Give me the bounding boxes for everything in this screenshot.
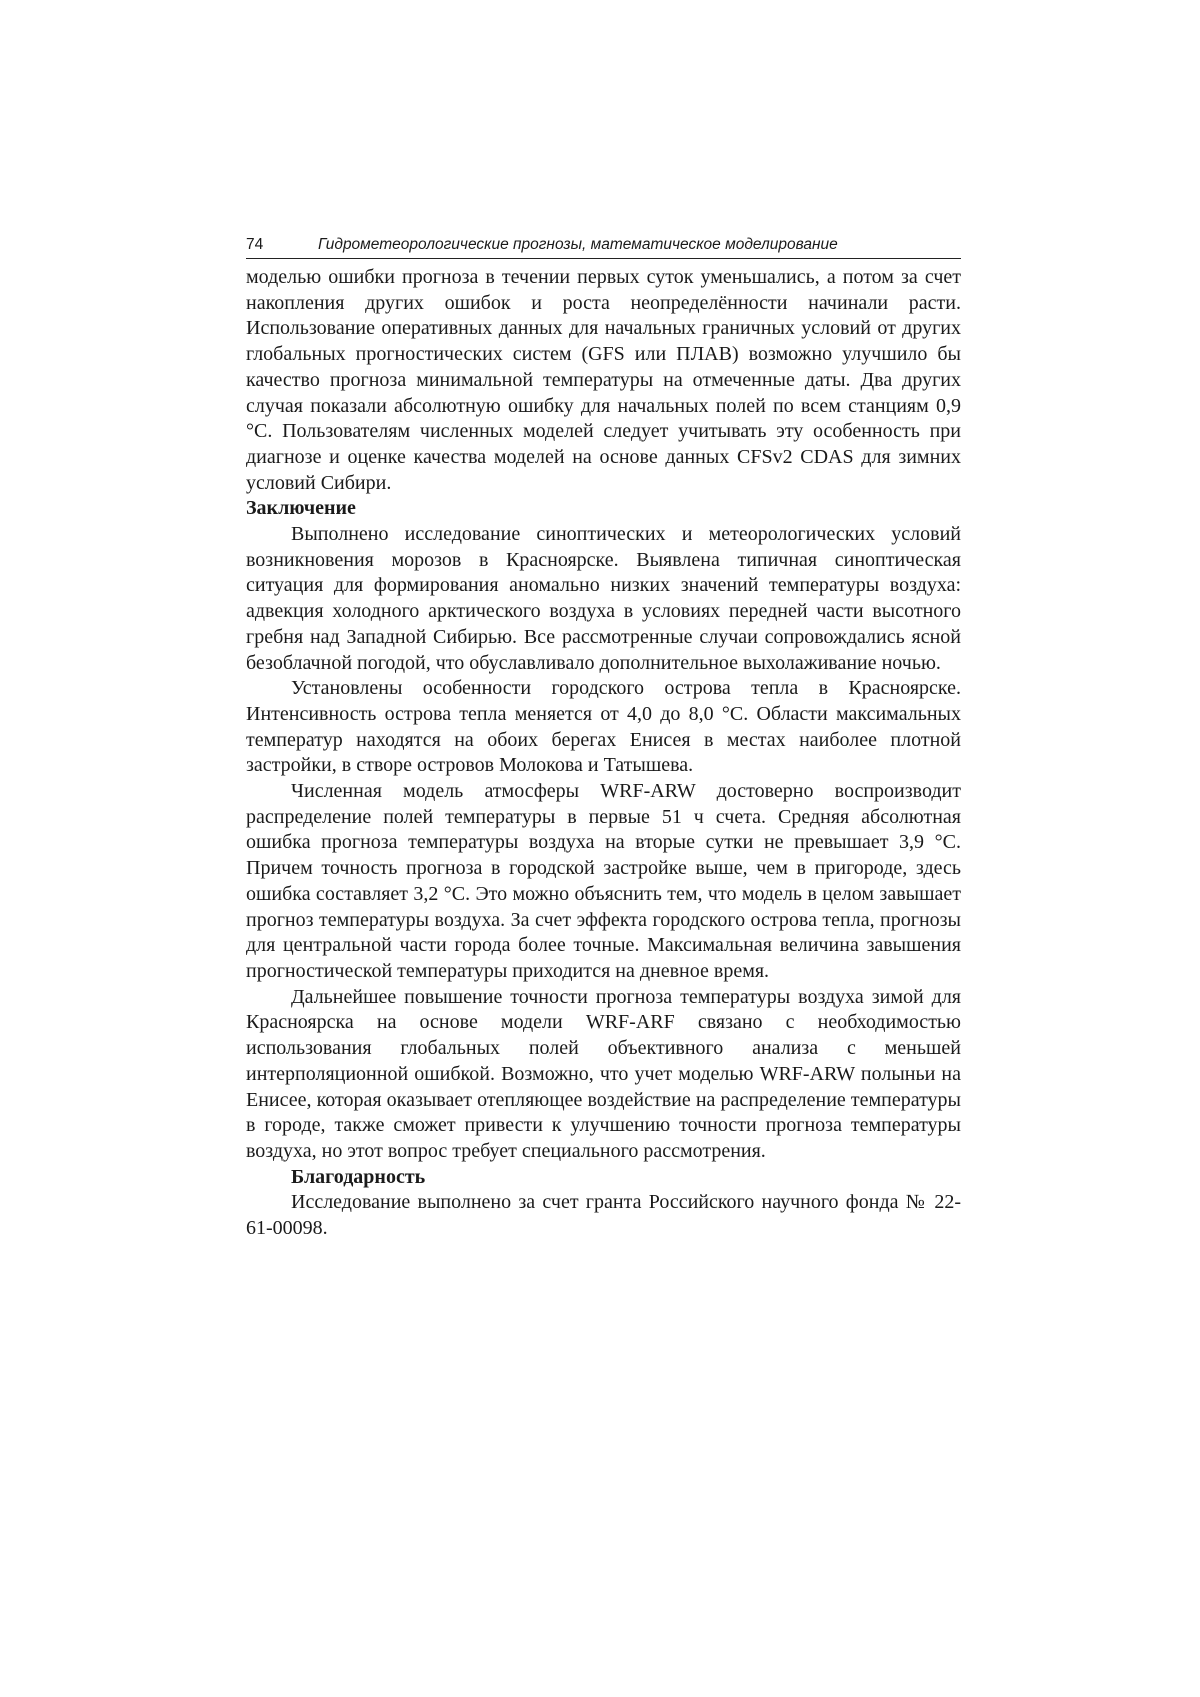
conclusion-paragraph-1: Выполнено исследование синоптических и метеорологических условий возникновения морозов в Красноярске. Выявлена типичная синоптическая ситуация для формирования аномально низких значений температуры воздуха: адвекция холодного арктического воздуха в условиях передней части высотного гребня над Западной Сибирью. Все рассмотренные случаи сопровождались ясной безоблачной погодой, что обуславливало дополнительное выхолаживание ночью.	[246, 523, 961, 674]
acknowledgement-heading: Благодарность	[291, 1165, 426, 1188]
acknowledgement-text: Исследование выполнено за счет гранта Российского научного фонда № 22-61-00098.	[246, 1191, 961, 1240]
conclusion-paragraph-3: Численная модель атмосферы WRF-ARW достоверно воспроизводит распределение полей температуры в первые 51 ч счета. Средняя абсолютная ошибка прогноза температуры воздуха на вторые сутки не превышает 3,9 °С. Причем точность прогноза в городской застройке выше, чем в пригороде, здесь ошибка составляет 3,2 °С. Это можно объяснить тем, что модель в целом завышает прогноз температуры воздуха. За счет эффекта городского острова тепла, прогнозы для центральной части города более точные. Максимальная величина завышения прогностической температуры приходится на дневное время.	[246, 780, 961, 982]
section-heading-conclusion: Заключение	[246, 497, 356, 520]
running-header	[246, 232, 961, 259]
document-page	[246, 232, 961, 1242]
page-number: 74	[246, 236, 264, 253]
continuation-paragraph: моделью ошибки прогноза в течении первых суток уменьшались, а потом за счет накопления других ошибок и роста неопределённости начинали расти. Использование оперативных данных для начальных граничных условий от других глобальных прогностических систем (GFS или ПЛАВ) возможно улучшило бы качество прогноза минимальной температуры на отмеченные даты. Два других случая показали абсолютную ошибку для начальных полей по всем станциям 0,9 °С. Пользователям численных моделей следует учитывать эту особенность при диагнозе и оценке качества моделей на основе данных CFSv2 CDAS для зимних условий Сибири.	[246, 266, 961, 494]
conclusion-paragraph-2: Установлены особенности городского острова тепла в Красноярске. Интенсивность острова тепла меняется от 4,0 до 8,0 °С. Области максимальных температур находятся на обоих берегах Енисея в местах наиболее плотной застройки, в створе островов Молокова и Татышева.	[246, 677, 961, 777]
running-title: Гидрометеорологические прогнозы, математическое моделирование	[318, 236, 838, 253]
conclusion-paragraph-4: Дальнейшее повышение точности прогноза температуры воздуха зимой для Красноярска на основе модели WRF-ARF связано с необходимостью использования глобальных полей объективного анализа с меньшей интерполяционной ошибкой. Возможно, что учет моделью WRF-ARW полыньи на Енисее, которая оказывает отепляющее воздействие на распределение температуры в городе, также сможет привести к улучшению точности прогноза температуры воздуха, но этот вопрос требует специального рассмотрения.	[246, 985, 961, 1162]
body-text	[246, 265, 961, 1242]
